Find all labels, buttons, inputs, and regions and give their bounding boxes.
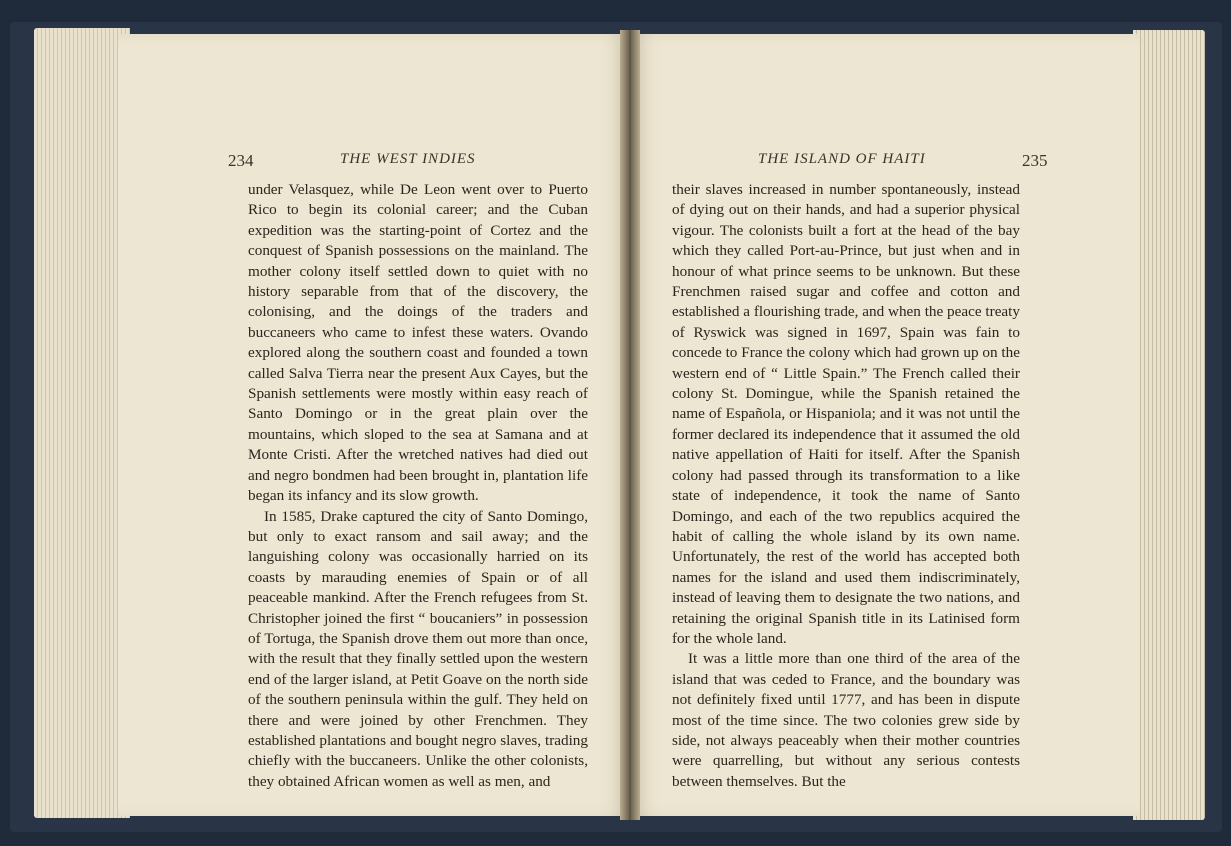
- page-edges-left: [34, 28, 130, 818]
- page-number: 235: [1022, 151, 1048, 170]
- right-page-header: [630, 151, 1140, 173]
- book-gutter: [620, 30, 640, 820]
- left-page-body: [248, 180, 588, 792]
- paragraph: It was a little more than one third of the area of the island that was ceded to France, and the boundary was not definitely fixed until 1777, and has been in dispute most of the time since. The two colonies grew side by side, not always peaceably when their mother countries were quarrelling, but without any serious contests between themselves. But the: [672, 650, 1020, 790]
- left-page-header: [118, 151, 630, 173]
- paragraph: under Velasquez, while De Leon went over to Puerto Rico to begin its colonial career; and the Cuban expedition was the starting-point of Cortez and the conquest of Spanish possessions on the mainland. The mother colony itself settled down to quiet with no history separable from that of the discovery, the colonising, and the doings of the traders and buccaneers who came to infest these waters. Ovando explored along the southern coast and founded a town called Salva Tierra near the present Aux Cayes, but the Spanish settlements were mostly within easy reach of Santo Domingo or in the great plain over the mountains, which sloped to the sea at Samana and at Monte Cristi. After the wretched natives had died out and negro bondmen had been brought in, plantation life began its infancy and its slow growth.: [248, 181, 588, 505]
- running-title: THE ISLAND OF HAITI: [758, 151, 926, 167]
- paragraph: In 1585, Drake captured the city of Santo Domingo, but only to exact ransom and sail away; and the languishing colony was occasionally harried on its coasts by marauding enemies of Spain or of all peaceable mankind. After the French refugees from St. Christopher joined the first “ boucaniers” in possession of Tortuga, the Spanish drove them out more than once, with the result that they finally settled upon the western end of the larger island, at Petit Goave on the north side of the southern peninsula within the gulf. They held on there and were joined by other Frenchmen. They established plantations and bought negro slaves, trading chiefly with the buccaneers. Unlike the other colonists, they obtained African women as well as men, and: [248, 507, 588, 790]
- page-number: 234: [228, 151, 254, 170]
- right-page-body: [672, 180, 1020, 792]
- left-page: [118, 34, 630, 816]
- paragraph: their slaves increased in number spontaneously, instead of dying out on their hands, and had a superior physical vigour. The colonists built a fort at the head of the bay which they called Port-au-Prince, but just when and in honour of what prince seems to be unknown. But these Frenchmen raised sugar and coffee and cotton and established a flourishing trade, and when the peace treaty of Ryswick was signed in 1697, Spain was fain to concede to France the colony which had grown up on the western end of “ Little Spain.” The French called their colony St. Domingue, while the Spanish retained the name of Española, or Hispaniola; and it was not until the former declared its independence that it assumed the old native appellation of Haiti for itself. After the Spanish colony had passed through its transformation to a like state of independence, it took the name of Santo Domingo, and each of the two republics acquired the habit of calling the whole island by its own name. Unfortunately, the rest of the world has accepted both names for the island and used them indiscriminately, instead of leaving them to designate the two nations, and retaining the original Spanish title in its Latinised form for the whole land.: [672, 181, 1020, 647]
- page-edges-right: [1133, 30, 1205, 820]
- right-page: [630, 34, 1140, 816]
- running-title: THE WEST INDIES: [340, 151, 476, 167]
